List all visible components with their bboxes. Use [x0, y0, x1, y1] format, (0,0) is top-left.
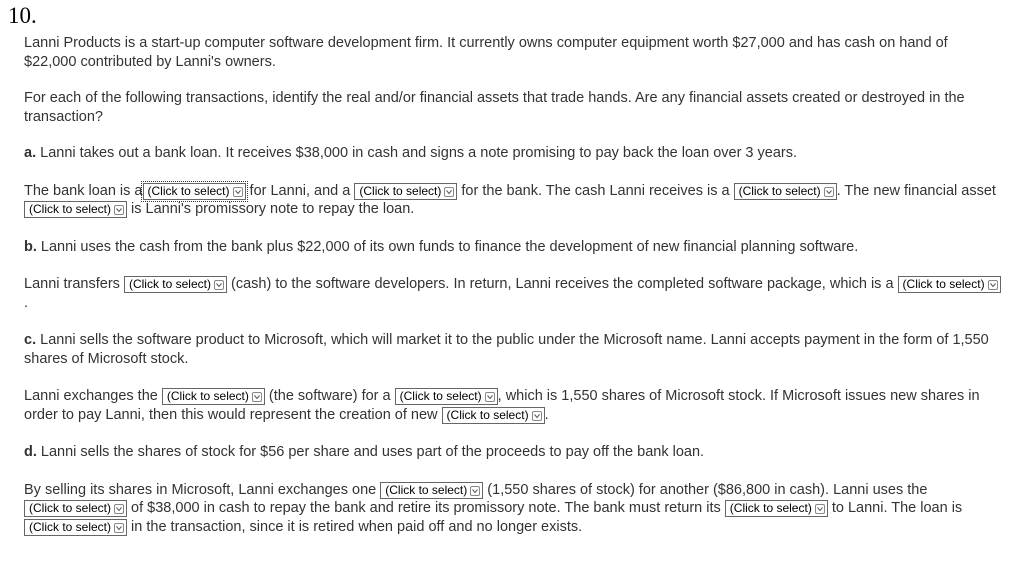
select-label: (Click to select) — [29, 519, 112, 534]
question-number: 10. — [8, 3, 37, 28]
select-label: (Click to select) — [147, 183, 230, 198]
part-a-text-4: . The new financial asset — [836, 182, 996, 199]
part-d-select-1[interactable] — [380, 482, 483, 499]
part-d-prompt-text: Lanni sells the shares of stock for $56 per share and uses part of the proceeds to pay off the bank loan. — [40, 444, 705, 460]
chevron-down-icon — [532, 411, 542, 421]
part-c-letter: c. — [24, 332, 37, 348]
part-a-prompt-text: Lanni takes out a bank loan. It receives $38,000 in cash and signs a note promising to pay back the loan over 3 years. — [40, 145, 798, 161]
part-b-letter: b. — [24, 238, 37, 255]
chevron-down-icon — [444, 187, 454, 197]
select-label: (Click to select) — [128, 277, 211, 291]
select-label: (Click to select) — [399, 389, 482, 403]
part-b-prompt — [24, 238, 1004, 257]
part-b-text-3: . — [24, 294, 29, 311]
chevron-down-icon — [470, 486, 480, 496]
chevron-down-icon — [815, 504, 825, 514]
part-a-letter: a. — [24, 145, 37, 161]
chevron-down-icon — [114, 523, 124, 533]
part-d-letter: d. — [24, 444, 37, 460]
part-a-answer — [24, 182, 1004, 219]
part-b-prompt-text: Lanni uses the cash from the bank plus $22,000 of its own funds to finance the development of new financial planning software. — [40, 238, 859, 255]
chevron-down-icon — [214, 280, 224, 290]
part-a-text-5: is Lanni's promissory note to repay the loan. — [131, 201, 415, 217]
part-a-text-2: for Lanni, and a — [249, 182, 351, 199]
part-c-select-2[interactable] — [395, 388, 498, 405]
part-d-answer — [24, 481, 1004, 537]
question-body — [24, 34, 1004, 536]
part-b-select-2[interactable] — [898, 276, 1001, 293]
select-label: (Click to select) — [729, 501, 812, 515]
select-label: (Click to select) — [166, 389, 249, 403]
part-c-prompt-text: Lanni sells the software product to Microsoft, which will market it to the public under the Microsoft name. Lanni accepts payment in the form of 1,550 shares of Microsoft stock. — [24, 332, 989, 367]
part-c-select-1[interactable] — [162, 388, 265, 405]
part-a-text-1: The bank loan is a — [24, 182, 143, 199]
part-d-text-2: (1,550 shares of stock) for another ($86,800 in cash). Lanni uses the — [487, 481, 928, 498]
part-c-text-4: . — [544, 406, 549, 423]
part-a-select-2[interactable] — [354, 183, 457, 200]
part-c-select-3[interactable] — [442, 407, 545, 424]
part-b-select-1[interactable] — [124, 276, 227, 293]
chevron-down-icon — [252, 392, 262, 402]
select-label: (Click to select) — [385, 482, 468, 497]
part-b-text-1: Lanni transfers — [24, 276, 120, 292]
intro-paragraph-1: Lanni Products is a start-up computer software development firm. It currently owns computer equipment worth $27,000 and has cash on hand of $22,000 contributed by Lanni's owners. — [24, 35, 948, 70]
part-b-answer — [24, 275, 1004, 312]
chevron-down-icon — [114, 205, 124, 215]
part-c-prompt — [24, 331, 1004, 368]
select-label: (Click to select) — [902, 277, 985, 291]
part-a-select-4[interactable] — [24, 201, 127, 218]
part-c-text-3: , which is 1,550 shares of Microsoft stock. If Microsoft issues new shares in order to pay Lanni, then this would represent the creation of new — [24, 388, 980, 423]
part-d-text-5: in the transaction, since it is retired when paid off and no longer exists. — [131, 518, 583, 535]
intro-paragraph-2: For each of the following transactions, identify the real and/or financial assets that trade hands. Are any financial assets created or destroyed in the transaction? — [24, 90, 965, 125]
select-label: (Click to select) — [446, 407, 529, 422]
chevron-down-icon — [114, 504, 124, 514]
chevron-down-icon — [824, 187, 834, 197]
part-c-text-2: (the software) for a — [268, 388, 391, 404]
part-d-select-4[interactable] — [24, 519, 127, 536]
select-label: (Click to select) — [29, 501, 112, 515]
chevron-down-icon — [988, 280, 998, 290]
part-d-text-3: of $38,000 in cash to repay the bank and retire its promissory note. The bank must return its — [131, 500, 721, 516]
select-label: (Click to select) — [29, 202, 112, 216]
part-b-text-2: (cash) to the software developers. In return, Lanni receives the completed software package, which is a — [231, 276, 894, 292]
part-d-select-3[interactable] — [725, 500, 828, 517]
chevron-down-icon — [233, 187, 243, 197]
part-d-prompt — [24, 443, 1004, 462]
part-c-answer — [24, 387, 1004, 424]
part-a-select-1[interactable] — [143, 183, 246, 200]
chevron-down-icon — [485, 392, 495, 402]
part-d-text-4: to Lanni. The loan is — [831, 500, 963, 516]
part-a-select-3[interactable] — [734, 183, 837, 200]
part-d-select-2[interactable] — [24, 500, 127, 517]
part-d-text-1: By selling its shares in Microsoft, Lanni exchanges one — [24, 481, 377, 498]
select-label: (Click to select) — [738, 183, 821, 198]
select-label: (Click to select) — [359, 183, 442, 198]
part-a-prompt — [24, 144, 1004, 163]
part-c-text-1: Lanni exchanges the — [24, 388, 158, 404]
part-a-text-3: for the bank. The cash Lanni receives is a — [461, 182, 730, 199]
